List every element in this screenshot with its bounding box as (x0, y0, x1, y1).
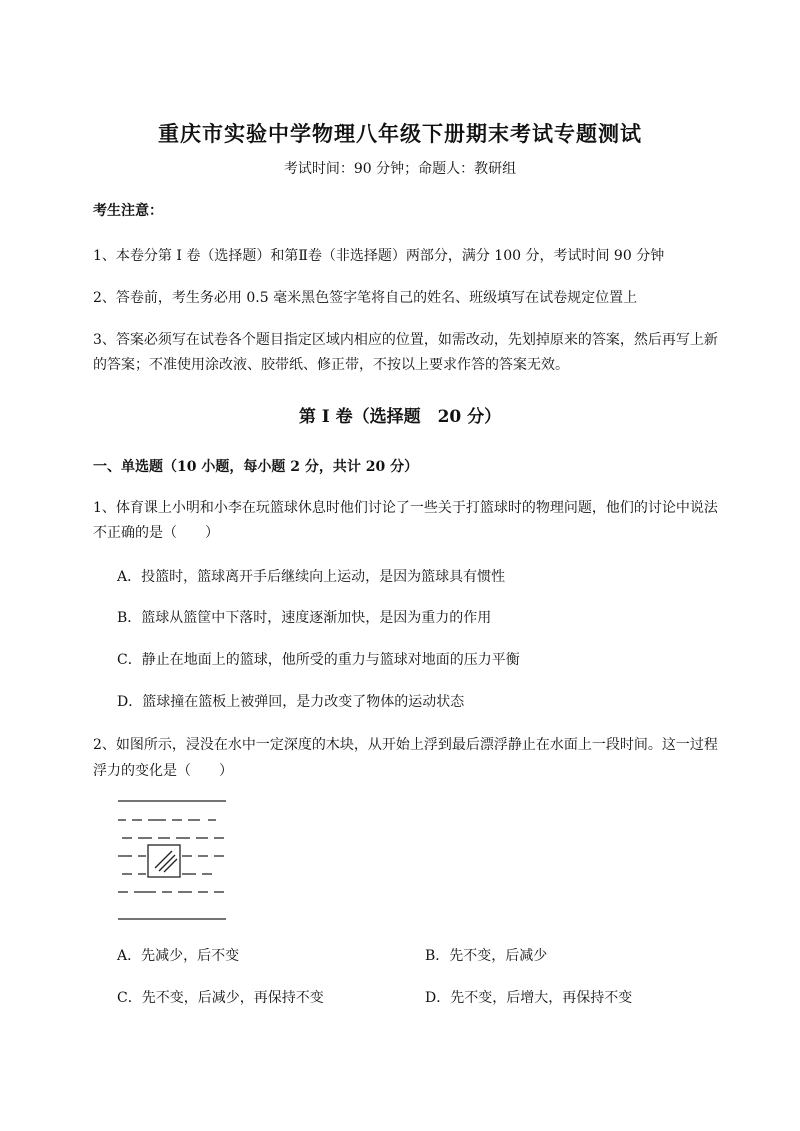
question-2-option-d: D．先不变，后增大，再保持不变 (425, 990, 633, 1006)
subsection-title: 一、单选题（10 小题，每小题 2 分，共计 20 分） (93, 459, 419, 475)
water-block-figure (112, 792, 232, 922)
section-title: 第 I 卷（选择题 20 分） (298, 407, 502, 427)
notice-item-3-cont: 的答案；不准使用涂改液、胶带纸、修正带，不按以上要求作答的答案无效。 (93, 357, 569, 373)
question-2-option-c: C．先不变，后减少，再保持不变 (117, 990, 324, 1006)
question-1-option-d: D．篮球撞在篮板上被弹回，是力改变了物体的运动状态 (117, 694, 465, 710)
question-2-option-b: B．先不变，后减少 (425, 948, 548, 964)
question-1-option-b: B．篮球从篮筐中下落时，速度逐渐加快，是因为重力的作用 (117, 610, 492, 626)
page-title: 重庆市实验中学物理八年级下册期末考试专题测试 (158, 121, 642, 146)
question-2-stem-cont: 浮力的变化是（ ） (93, 763, 233, 779)
question-2-stem: 2、如图所示，浸没在水中一定深度的木块，从开始上浮到最后漂浮静止在水面上一段时间。这一过程 (93, 737, 718, 753)
question-1-option-a: A．投篮时，篮球离开手后继续向上运动，是因为篮球具有惯性 (117, 569, 506, 585)
question-2-option-a: A．先减少，后不变 (117, 948, 240, 964)
exam-info: 考试时间：90 分钟；命题人：教研组 (283, 161, 517, 177)
question-1-stem-cont: 不正确的是（ ） (93, 525, 219, 541)
notice-item-3: 3、答案必须写在试卷各个题目指定区域内相应的位置，如需改动，先划掉原来的答案，然后再写上新 (93, 332, 718, 348)
notice-heading: 考生注意： (93, 203, 163, 219)
notice-item-2: 2、答卷前，考生务必用 0.5 毫米黑色签字笔将自己的姓名、班级填写在试卷规定位置上 (93, 290, 638, 306)
notice-item-1: 1、本卷分第 I 卷（选择题）和第Ⅱ卷（非选择题）两部分，满分 100 分，考试时间 90 分钟 (93, 248, 665, 264)
question-1-stem: 1、体育课上小明和小李在玩篮球休息时他们讨论了一些关于打篮球时的物理问题，他们的讨论中说法 (93, 500, 718, 516)
question-1-option-c: C．静止在地面上的篮球，他所受的重力与篮球对地面的压力平衡 (117, 652, 520, 668)
